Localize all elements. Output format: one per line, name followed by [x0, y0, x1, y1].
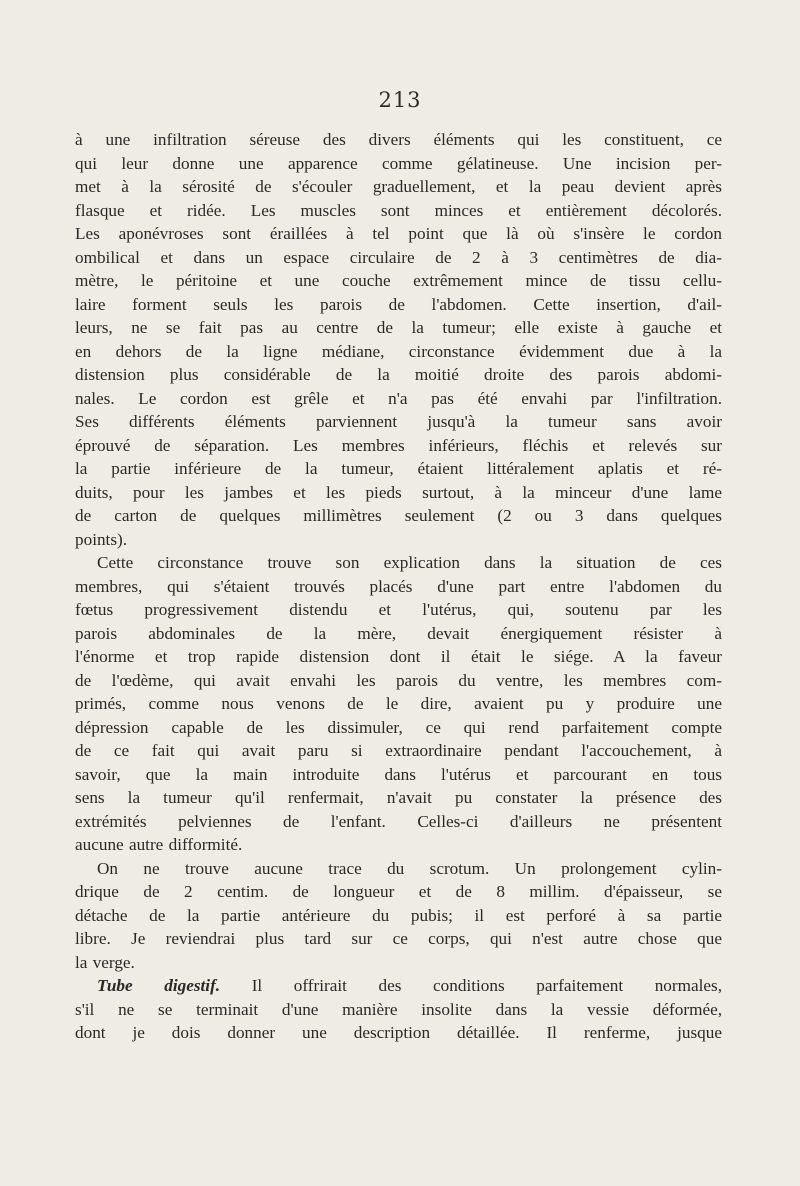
text-line: points). — [75, 529, 128, 549]
paragraph-3 — [75, 857, 722, 975]
text-line: flasque et ridée. Les muscles sont minces et entièrement décolorés. — [75, 200, 722, 220]
text-line: drique de 2 centim. de longueur et de 8 millim. d'épaisseur, se — [75, 882, 722, 901]
paragraph-1 — [75, 128, 722, 551]
text-line: membres, qui s'étaient trouvés placés d'une part entre l'abdomen du — [75, 576, 722, 596]
text-line: éprouvé de séparation. Les membres inférieurs, fléchis et relevés sur — [75, 435, 722, 455]
text-line: la partie inférieure de la tumeur, étaient littéralement aplatis et ré- — [75, 459, 722, 478]
section-lead: Tube digestif. — [97, 976, 221, 995]
text-line: Cette circonstance trouve son explication dans la situation de ces — [97, 553, 722, 572]
text-line: qui leur donne une apparence comme gélatineuse. Une incision per- — [75, 153, 722, 173]
paragraph-2 — [75, 551, 722, 857]
text-line: parois abdominales de la mère, devait énergiquement résister à — [75, 623, 722, 643]
body-text — [75, 128, 722, 1045]
text-line: ombilical et dans un espace circulaire de 2 à 3 centimètres de dia- — [75, 247, 722, 267]
text-line: distension plus considérable de la moitié droite des parois abdomi- — [75, 365, 722, 384]
text-line: l'énorme et trop rapide distension dont il était le siége. A la faveur — [75, 647, 722, 666]
text-line: duits, pour les jambes et les pieds surtout, à la minceur d'une lame — [75, 482, 722, 502]
text-line — [75, 974, 722, 998]
page-number: 213 — [378, 88, 422, 112]
text-line: leurs, ne se fait pas au centre de la tumeur; elle existe à gauche et — [75, 318, 722, 337]
text-line: extrémités pelviennes de l'enfant. Celles-ci d'ailleurs ne présentent — [75, 811, 722, 831]
paragraph-4 — [75, 974, 722, 1045]
text-line: On ne trouve aucune trace du scrotum. Un prolongement cylin- — [97, 858, 722, 878]
text-line-rest: Il offrirait des conditions parfaitement normales, — [220, 976, 722, 995]
text-line: primés, comme nous venons de le dire, avaient pu y produire une — [75, 694, 722, 713]
text-line: dépression capable de les dissimuler, ce qui rend parfaitement compte — [75, 717, 722, 737]
text-line: Les aponévroses sont éraillées à tel point que là où s'insère le cordon — [75, 224, 722, 243]
text-line: la verge. — [75, 952, 135, 972]
text-line: laire forment seuls les parois de l'abdomen. Cette insertion, d'ail- — [75, 294, 722, 314]
text-line: sens la tumeur qu'il renfermait, n'avait pu constater la présence des — [75, 788, 722, 807]
text-line: en dehors de la ligne médiane, circonstance évidemment due à la — [75, 341, 722, 361]
text-line: savoir, que la main introduite dans l'utérus et parcourant en tous — [75, 764, 722, 784]
text-line: aucune autre difformité. — [75, 835, 243, 854]
text-line: de ce fait qui avait paru si extraordinaire pendant l'accouchement, à — [75, 741, 722, 760]
text-line: mètre, le péritoine et une couche extrêmement mince de tissu cellu- — [75, 271, 722, 290]
text-line: de l'œdème, qui avait envahi les parois du ventre, les membres com- — [75, 670, 722, 690]
text-line: à une infiltration séreuse des divers éléments qui les constituent, ce — [75, 130, 722, 149]
text-line: s'il ne se terminait d'une manière insolite dans la vessie déformée, — [75, 999, 722, 1019]
text-line: Ses différents éléments parviennent jusqu'à la tumeur sans avoir — [75, 412, 722, 431]
text-line: fœtus progressivement distendu et l'utérus, qui, soutenu par les — [75, 600, 722, 619]
text-line: de carton de quelques millimètres seulement (2 ou 3 dans quelques — [75, 506, 722, 525]
text-line: détache de la partie antérieure du pubis; il est perforé à sa partie — [75, 905, 722, 925]
text-line: libre. Je reviendrai plus tard sur ce corps, qui n'est autre chose que — [75, 929, 722, 948]
text-line: nales. Le cordon est grêle et n'a pas été envahi par l'infiltration. — [75, 388, 722, 408]
text-line: met à la sérosité de s'écouler graduellement, et la peau devient après — [75, 177, 722, 196]
text-line: dont je dois donner une description détaillée. Il renferme, jusque — [75, 1023, 722, 1042]
